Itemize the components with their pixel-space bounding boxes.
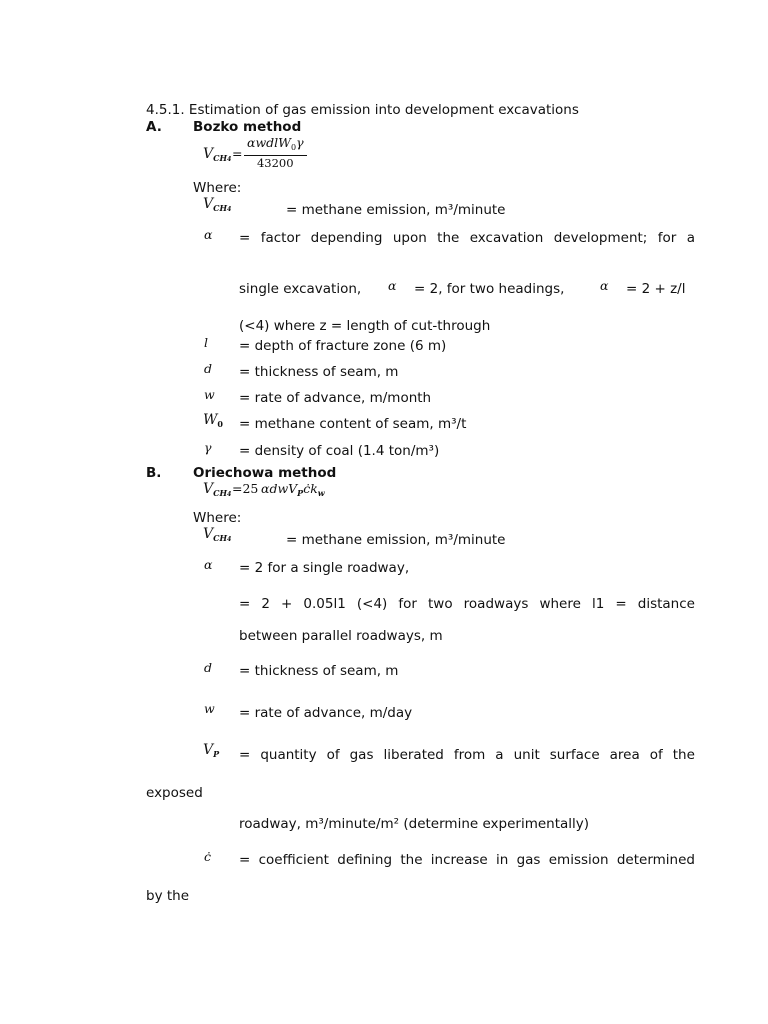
section-b-letter: B. (146, 465, 162, 481)
word: factor (260, 230, 301, 246)
formula-denominator: 43200 (256, 156, 294, 170)
oriechowa-def-vp-line3: roadway, m³/minute/m² (determine experimentally) (239, 816, 590, 832)
oriechowa-def-d: = thickness of seam, m (239, 663, 399, 679)
oriechowa-def-alpha-line2 (239, 596, 695, 612)
word: + (281, 596, 293, 612)
word: the (437, 230, 460, 246)
bozko-def-w: = rate of advance, m/month (239, 390, 432, 406)
word: gas (349, 747, 374, 763)
var-v-ch4-symbol: $V_{CH4}$ (203, 526, 232, 543)
formula-fraction (244, 135, 307, 171)
word: increase (430, 852, 488, 868)
oriechowa-def-v: = methane emission, m³/minute (286, 532, 506, 548)
word: defining (337, 852, 393, 868)
word: = (239, 230, 251, 246)
word: development; (553, 230, 648, 246)
var-alpha-symbol: α (204, 227, 213, 242)
word: area (609, 747, 640, 763)
word: = (239, 852, 251, 868)
var-alpha-symbol: α (388, 278, 397, 293)
word: a (686, 230, 695, 246)
word: l1 (591, 596, 605, 612)
word: a (495, 747, 504, 763)
bozko-def-alpha-line2b: = 2, for two headings, (414, 281, 565, 297)
oriechowa-where-label: Where: (193, 510, 242, 526)
formula-numerator: αwdlW$_0$γ (244, 135, 307, 156)
word: for (657, 230, 677, 246)
var-gamma-symbol: γ (204, 440, 212, 455)
oriechowa-def-c-line1 (239, 852, 695, 868)
word: liberated (383, 747, 444, 763)
word: quantity (260, 747, 317, 763)
formula-lhs: $V_{CH4}$ (203, 481, 232, 498)
word: the (400, 852, 423, 868)
formula-lhs: $V_{CH4}$ (203, 146, 232, 163)
bozko-def-gamma: = density of coal (1.4 ton/m³) (239, 443, 440, 459)
formula-equals: = (232, 146, 243, 161)
word: surface (549, 747, 600, 763)
var-alpha-symbol: α (204, 557, 213, 572)
word: of (649, 747, 663, 763)
bozko-def-alpha-line3: (<4) where z = length of cut-through (239, 318, 491, 334)
word: roadways (463, 596, 529, 612)
bozko-def-w0: = methane content of seam, m³/t (239, 416, 467, 432)
word: unit (513, 747, 540, 763)
word: coefficient (258, 852, 329, 868)
bozko-def-d: = thickness of seam, m (239, 364, 399, 380)
section-title: 4.5.1. Estimation of gas emission into development excavations (146, 102, 579, 118)
var-d-symbol: d (204, 660, 213, 675)
word: 2 (261, 596, 270, 612)
var-alpha-symbol: α (600, 278, 609, 293)
var-w0-symbol: $W_0$ (203, 412, 223, 429)
word: = (239, 747, 251, 763)
word: = (615, 596, 627, 612)
word: (<4) (356, 596, 388, 612)
word: excavation (469, 230, 544, 246)
oriechowa-formula (203, 481, 363, 501)
word: two (428, 596, 453, 612)
word: gas (516, 852, 541, 868)
word: from (453, 747, 486, 763)
oriechowa-def-c-line2: by the (146, 888, 190, 904)
word: determined (616, 852, 695, 868)
oriechowa-def-w: = rate of advance, m/day (239, 705, 413, 721)
bozko-where-label: Where: (193, 180, 242, 196)
word: depending (310, 230, 383, 246)
word: = (239, 596, 251, 612)
var-v-ch4-symbol: $V_{CH4}$ (203, 196, 232, 213)
bozko-def-alpha-line2c: = 2 + z/l (626, 281, 686, 297)
var-l-symbol: l (204, 335, 208, 350)
bozko-def-v: = methane emission, m³/minute (286, 202, 506, 218)
var-vp-symbol: $V_P$ (203, 742, 220, 759)
var-d-symbol: d (204, 361, 213, 376)
bozko-formula (203, 134, 323, 172)
word: distance (637, 596, 695, 612)
var-c-dot-symbol: ċ (204, 849, 212, 864)
word: 0.05l1 (303, 596, 346, 612)
var-w-symbol: w (204, 701, 215, 716)
word: where (539, 596, 581, 612)
word: of (326, 747, 340, 763)
bozko-def-alpha-line2a: single excavation, (239, 281, 362, 297)
word: upon (392, 230, 427, 246)
oriechowa-def-vp-line2: exposed (146, 785, 203, 801)
oriechowa-def-vp-line1 (239, 747, 695, 763)
oriechowa-def-alpha-line3: between parallel roadways, m (239, 628, 443, 644)
word: for (398, 596, 417, 612)
oriechowa-def-alpha-line1: = 2 for a single roadway, (239, 560, 410, 576)
oriechowa-method-heading: Oriechowa method (193, 465, 337, 481)
var-w-symbol: w (204, 387, 215, 402)
bozko-def-l: = depth of fracture zone (6 m) (239, 338, 447, 354)
formula-equals-25: =25 (232, 481, 259, 496)
bozko-method-heading: Bozko method (193, 119, 302, 135)
formula-rhs: $\alpha dwV_Pċk_w$ (261, 481, 325, 498)
section-a-letter: A. (146, 119, 162, 135)
word: the (672, 747, 695, 763)
word: in (495, 852, 509, 868)
bozko-def-alpha-line1 (239, 230, 695, 246)
word: emission (548, 852, 609, 868)
